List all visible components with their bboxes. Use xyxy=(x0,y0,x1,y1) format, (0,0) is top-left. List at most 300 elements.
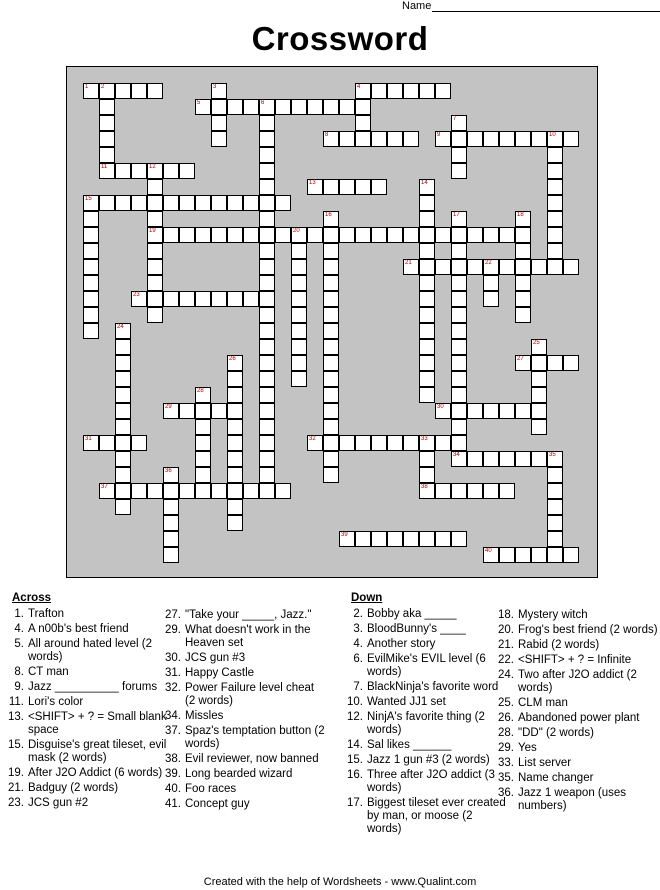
grid-cell[interactable] xyxy=(195,483,211,499)
grid-cell[interactable] xyxy=(163,483,179,499)
grid-cell[interactable] xyxy=(355,179,371,195)
grid-cell[interactable] xyxy=(499,451,515,467)
grid-cell[interactable] xyxy=(435,83,451,99)
grid-cell[interactable] xyxy=(387,531,403,547)
grid-cell[interactable] xyxy=(195,291,211,307)
grid-cell[interactable] xyxy=(451,147,467,163)
grid-cell[interactable] xyxy=(195,419,211,435)
grid-cell[interactable] xyxy=(323,323,339,339)
grid-cell[interactable] xyxy=(211,115,227,131)
grid-cell[interactable] xyxy=(115,483,131,499)
grid-cell[interactable] xyxy=(451,419,467,435)
grid-cell[interactable] xyxy=(323,355,339,371)
grid-cell[interactable] xyxy=(451,307,467,323)
grid-cell[interactable] xyxy=(147,307,163,323)
grid-cell[interactable] xyxy=(275,99,291,115)
grid-cell[interactable] xyxy=(195,387,211,403)
grid-cell[interactable] xyxy=(323,339,339,355)
grid-cell[interactable] xyxy=(211,195,227,211)
grid-cell[interactable] xyxy=(211,291,227,307)
grid-cell[interactable] xyxy=(531,131,547,147)
grid-cell[interactable] xyxy=(435,435,451,451)
grid-cell[interactable] xyxy=(323,435,339,451)
grid-cell[interactable] xyxy=(531,339,547,355)
grid-cell[interactable] xyxy=(83,307,99,323)
grid-cell[interactable] xyxy=(163,403,179,419)
grid-cell[interactable] xyxy=(355,435,371,451)
grid-cell[interactable] xyxy=(419,387,435,403)
grid-cell[interactable] xyxy=(435,531,451,547)
grid-cell[interactable] xyxy=(371,131,387,147)
grid-cell[interactable] xyxy=(451,451,467,467)
grid-cell[interactable] xyxy=(451,387,467,403)
grid-cell[interactable] xyxy=(355,115,371,131)
grid-cell[interactable] xyxy=(259,195,275,211)
grid-cell[interactable] xyxy=(547,467,563,483)
grid-cell[interactable] xyxy=(115,403,131,419)
grid-cell[interactable] xyxy=(451,435,467,451)
grid-cell[interactable] xyxy=(115,499,131,515)
grid-cell[interactable] xyxy=(115,387,131,403)
grid-cell[interactable] xyxy=(115,323,131,339)
grid-cell[interactable] xyxy=(243,195,259,211)
grid-cell[interactable] xyxy=(323,307,339,323)
grid-cell[interactable] xyxy=(259,243,275,259)
grid-cell[interactable] xyxy=(147,291,163,307)
grid-cell[interactable] xyxy=(163,195,179,211)
grid-cell[interactable] xyxy=(163,499,179,515)
grid-cell[interactable] xyxy=(99,435,115,451)
grid-cell[interactable] xyxy=(275,195,291,211)
grid-cell[interactable] xyxy=(483,227,499,243)
grid-cell[interactable] xyxy=(99,147,115,163)
grid-cell[interactable] xyxy=(211,99,227,115)
grid-cell[interactable] xyxy=(163,163,179,179)
grid-cell[interactable] xyxy=(467,131,483,147)
grid-cell[interactable] xyxy=(467,451,483,467)
grid-cell[interactable] xyxy=(451,403,467,419)
grid-cell[interactable] xyxy=(451,131,467,147)
grid-cell[interactable] xyxy=(419,355,435,371)
grid-cell[interactable] xyxy=(499,227,515,243)
grid-cell[interactable] xyxy=(467,403,483,419)
grid-cell[interactable] xyxy=(355,531,371,547)
grid-cell[interactable] xyxy=(323,131,339,147)
grid-cell[interactable] xyxy=(115,419,131,435)
grid-cell[interactable] xyxy=(259,483,275,499)
grid-cell[interactable] xyxy=(419,291,435,307)
grid-cell[interactable] xyxy=(515,451,531,467)
grid-cell[interactable] xyxy=(419,179,435,195)
grid-cell[interactable] xyxy=(323,467,339,483)
grid-cell[interactable] xyxy=(419,307,435,323)
grid-cell[interactable] xyxy=(163,227,179,243)
grid-cell[interactable] xyxy=(339,131,355,147)
grid-cell[interactable] xyxy=(291,371,307,387)
grid-cell[interactable] xyxy=(163,291,179,307)
grid-cell[interactable] xyxy=(115,371,131,387)
grid-cell[interactable] xyxy=(115,195,131,211)
grid-cell[interactable] xyxy=(451,339,467,355)
grid-cell[interactable] xyxy=(547,243,563,259)
grid-cell[interactable] xyxy=(307,227,323,243)
grid-cell[interactable] xyxy=(435,131,451,147)
grid-cell[interactable] xyxy=(131,195,147,211)
grid-cell[interactable] xyxy=(515,547,531,563)
grid-cell[interactable] xyxy=(115,451,131,467)
grid-cell[interactable] xyxy=(323,387,339,403)
grid-cell[interactable] xyxy=(147,195,163,211)
grid-cell[interactable] xyxy=(355,99,371,115)
grid-cell[interactable] xyxy=(227,99,243,115)
grid-cell[interactable] xyxy=(387,227,403,243)
grid-cell[interactable] xyxy=(467,227,483,243)
grid-cell[interactable] xyxy=(83,435,99,451)
grid-cell[interactable] xyxy=(323,419,339,435)
grid-cell[interactable] xyxy=(211,131,227,147)
grid-cell[interactable] xyxy=(195,435,211,451)
grid-cell[interactable] xyxy=(259,355,275,371)
grid-cell[interactable] xyxy=(179,483,195,499)
grid-cell[interactable] xyxy=(131,163,147,179)
grid-cell[interactable] xyxy=(291,291,307,307)
grid-cell[interactable] xyxy=(291,227,307,243)
grid-cell[interactable] xyxy=(531,547,547,563)
grid-cell[interactable] xyxy=(259,211,275,227)
grid-cell[interactable] xyxy=(83,323,99,339)
grid-cell[interactable] xyxy=(419,227,435,243)
grid-cell[interactable] xyxy=(419,467,435,483)
grid-cell[interactable] xyxy=(259,323,275,339)
name-input-line[interactable] xyxy=(432,11,660,12)
grid-cell[interactable] xyxy=(259,435,275,451)
grid-cell[interactable] xyxy=(323,259,339,275)
grid-cell[interactable] xyxy=(291,243,307,259)
grid-cell[interactable] xyxy=(339,227,355,243)
grid-cell[interactable] xyxy=(115,435,131,451)
grid-cell[interactable] xyxy=(483,451,499,467)
grid-cell[interactable] xyxy=(259,99,275,115)
grid-cell[interactable] xyxy=(211,227,227,243)
grid-cell[interactable] xyxy=(179,291,195,307)
grid-cell[interactable] xyxy=(163,467,179,483)
grid-cell[interactable] xyxy=(291,307,307,323)
grid-cell[interactable] xyxy=(179,163,195,179)
grid-cell[interactable] xyxy=(83,291,99,307)
grid-cell[interactable] xyxy=(99,131,115,147)
grid-cell[interactable] xyxy=(435,483,451,499)
grid-cell[interactable] xyxy=(483,547,499,563)
grid-cell[interactable] xyxy=(323,99,339,115)
grid-cell[interactable] xyxy=(83,243,99,259)
grid-cell[interactable] xyxy=(147,211,163,227)
grid-cell[interactable] xyxy=(515,291,531,307)
grid-cell[interactable] xyxy=(419,483,435,499)
grid-cell[interactable] xyxy=(227,483,243,499)
grid-cell[interactable] xyxy=(387,83,403,99)
grid-cell[interactable] xyxy=(227,435,243,451)
grid-cell[interactable] xyxy=(515,131,531,147)
grid-cell[interactable] xyxy=(115,83,131,99)
grid-cell[interactable] xyxy=(355,131,371,147)
grid-cell[interactable] xyxy=(291,323,307,339)
grid-cell[interactable] xyxy=(563,259,579,275)
grid-cell[interactable] xyxy=(115,163,131,179)
grid-cell[interactable] xyxy=(547,259,563,275)
grid-cell[interactable] xyxy=(259,259,275,275)
grid-cell[interactable] xyxy=(515,227,531,243)
grid-cell[interactable] xyxy=(419,195,435,211)
grid-cell[interactable] xyxy=(419,243,435,259)
grid-cell[interactable] xyxy=(291,275,307,291)
grid-cell[interactable] xyxy=(259,307,275,323)
grid-cell[interactable] xyxy=(259,403,275,419)
grid-cell[interactable] xyxy=(499,403,515,419)
grid-cell[interactable] xyxy=(483,275,499,291)
grid-cell[interactable] xyxy=(547,131,563,147)
grid-cell[interactable] xyxy=(83,275,99,291)
grid-cell[interactable] xyxy=(259,467,275,483)
grid-cell[interactable] xyxy=(227,227,243,243)
grid-cell[interactable] xyxy=(259,419,275,435)
grid-cell[interactable] xyxy=(195,99,211,115)
grid-cell[interactable] xyxy=(483,483,499,499)
grid-cell[interactable] xyxy=(307,179,323,195)
grid-cell[interactable] xyxy=(419,339,435,355)
grid-cell[interactable] xyxy=(419,259,435,275)
grid-cell[interactable] xyxy=(83,195,99,211)
grid-cell[interactable] xyxy=(355,83,371,99)
grid-cell[interactable] xyxy=(451,323,467,339)
grid-cell[interactable] xyxy=(147,227,163,243)
grid-cell[interactable] xyxy=(403,435,419,451)
grid-cell[interactable] xyxy=(99,83,115,99)
grid-cell[interactable] xyxy=(451,115,467,131)
grid-cell[interactable] xyxy=(179,195,195,211)
grid-cell[interactable] xyxy=(531,355,547,371)
grid-cell[interactable] xyxy=(179,403,195,419)
grid-cell[interactable] xyxy=(419,83,435,99)
grid-cell[interactable] xyxy=(419,275,435,291)
grid-cell[interactable] xyxy=(323,451,339,467)
grid-cell[interactable] xyxy=(259,147,275,163)
grid-cell[interactable] xyxy=(547,179,563,195)
grid-cell[interactable] xyxy=(547,531,563,547)
grid-cell[interactable] xyxy=(227,499,243,515)
grid-cell[interactable] xyxy=(515,259,531,275)
grid-cell[interactable] xyxy=(147,275,163,291)
grid-cell[interactable] xyxy=(451,291,467,307)
grid-cell[interactable] xyxy=(163,531,179,547)
grid-cell[interactable] xyxy=(483,131,499,147)
grid-cell[interactable] xyxy=(355,227,371,243)
grid-cell[interactable] xyxy=(403,259,419,275)
grid-cell[interactable] xyxy=(211,403,227,419)
grid-cell[interactable] xyxy=(227,419,243,435)
grid-cell[interactable] xyxy=(547,163,563,179)
grid-cell[interactable] xyxy=(451,371,467,387)
grid-cell[interactable] xyxy=(419,371,435,387)
grid-cell[interactable] xyxy=(83,259,99,275)
grid-cell[interactable] xyxy=(259,163,275,179)
grid-cell[interactable] xyxy=(371,435,387,451)
grid-cell[interactable] xyxy=(547,499,563,515)
grid-cell[interactable] xyxy=(531,451,547,467)
grid-cell[interactable] xyxy=(243,99,259,115)
grid-cell[interactable] xyxy=(515,211,531,227)
grid-cell[interactable] xyxy=(195,195,211,211)
grid-cell[interactable] xyxy=(323,291,339,307)
grid-cell[interactable] xyxy=(387,435,403,451)
grid-cell[interactable] xyxy=(403,83,419,99)
grid-cell[interactable] xyxy=(323,211,339,227)
grid-cell[interactable] xyxy=(259,387,275,403)
grid-cell[interactable] xyxy=(115,355,131,371)
grid-cell[interactable] xyxy=(227,291,243,307)
grid-cell[interactable] xyxy=(99,115,115,131)
grid-cell[interactable] xyxy=(83,83,99,99)
grid-cell[interactable] xyxy=(243,483,259,499)
grid-cell[interactable] xyxy=(547,195,563,211)
grid-cell[interactable] xyxy=(499,131,515,147)
grid-cell[interactable] xyxy=(451,259,467,275)
grid-cell[interactable] xyxy=(259,451,275,467)
grid-cell[interactable] xyxy=(547,211,563,227)
grid-cell[interactable] xyxy=(339,179,355,195)
grid-cell[interactable] xyxy=(259,115,275,131)
grid-cell[interactable] xyxy=(227,371,243,387)
grid-cell[interactable] xyxy=(451,163,467,179)
grid-cell[interactable] xyxy=(371,179,387,195)
grid-cell[interactable] xyxy=(195,227,211,243)
grid-cell[interactable] xyxy=(451,355,467,371)
grid-cell[interactable] xyxy=(547,451,563,467)
grid-cell[interactable] xyxy=(531,371,547,387)
grid-cell[interactable] xyxy=(483,291,499,307)
grid-cell[interactable] xyxy=(323,227,339,243)
grid-cell[interactable] xyxy=(499,547,515,563)
grid-cell[interactable] xyxy=(467,483,483,499)
grid-cell[interactable] xyxy=(99,163,115,179)
grid-cell[interactable] xyxy=(419,211,435,227)
grid-cell[interactable] xyxy=(275,483,291,499)
grid-cell[interactable] xyxy=(451,531,467,547)
grid-cell[interactable] xyxy=(339,435,355,451)
grid-cell[interactable] xyxy=(371,531,387,547)
grid-cell[interactable] xyxy=(323,243,339,259)
grid-cell[interactable] xyxy=(83,227,99,243)
grid-cell[interactable] xyxy=(435,227,451,243)
grid-cell[interactable] xyxy=(195,403,211,419)
grid-cell[interactable] xyxy=(451,227,467,243)
grid-cell[interactable] xyxy=(483,259,499,275)
grid-cell[interactable] xyxy=(227,355,243,371)
grid-cell[interactable] xyxy=(179,227,195,243)
grid-cell[interactable] xyxy=(227,195,243,211)
grid-cell[interactable] xyxy=(323,371,339,387)
grid-cell[interactable] xyxy=(115,467,131,483)
grid-cell[interactable] xyxy=(147,83,163,99)
grid-cell[interactable] xyxy=(403,531,419,547)
grid-cell[interactable] xyxy=(131,83,147,99)
grid-cell[interactable] xyxy=(483,403,499,419)
grid-cell[interactable] xyxy=(531,403,547,419)
grid-cell[interactable] xyxy=(259,131,275,147)
grid-cell[interactable] xyxy=(323,403,339,419)
grid-cell[interactable] xyxy=(259,371,275,387)
grid-cell[interactable] xyxy=(467,259,483,275)
grid-cell[interactable] xyxy=(83,211,99,227)
grid-cell[interactable] xyxy=(259,291,275,307)
grid-cell[interactable] xyxy=(547,227,563,243)
grid-cell[interactable] xyxy=(259,275,275,291)
grid-cell[interactable] xyxy=(547,147,563,163)
grid-cell[interactable] xyxy=(195,467,211,483)
grid-cell[interactable] xyxy=(99,99,115,115)
grid-cell[interactable] xyxy=(515,243,531,259)
grid-cell[interactable] xyxy=(371,83,387,99)
grid-cell[interactable] xyxy=(403,227,419,243)
grid-cell[interactable] xyxy=(131,483,147,499)
grid-cell[interactable] xyxy=(515,307,531,323)
grid-cell[interactable] xyxy=(147,179,163,195)
grid-cell[interactable] xyxy=(275,227,291,243)
grid-cell[interactable] xyxy=(163,547,179,563)
grid-cell[interactable] xyxy=(259,227,275,243)
grid-cell[interactable] xyxy=(435,259,451,275)
grid-cell[interactable] xyxy=(227,403,243,419)
grid-cell[interactable] xyxy=(291,355,307,371)
grid-cell[interactable] xyxy=(291,99,307,115)
grid-cell[interactable] xyxy=(531,419,547,435)
grid-cell[interactable] xyxy=(339,99,355,115)
grid-cell[interactable] xyxy=(547,483,563,499)
grid-cell[interactable] xyxy=(531,259,547,275)
grid-cell[interactable] xyxy=(451,243,467,259)
grid-cell[interactable] xyxy=(451,275,467,291)
grid-cell[interactable] xyxy=(403,131,419,147)
grid-cell[interactable] xyxy=(451,483,467,499)
grid-cell[interactable] xyxy=(419,451,435,467)
grid-cell[interactable] xyxy=(227,451,243,467)
grid-cell[interactable] xyxy=(227,515,243,531)
grid-cell[interactable] xyxy=(419,531,435,547)
grid-cell[interactable] xyxy=(515,275,531,291)
grid-cell[interactable] xyxy=(547,515,563,531)
grid-cell[interactable] xyxy=(323,179,339,195)
grid-cell[interactable] xyxy=(211,483,227,499)
grid-cell[interactable] xyxy=(323,275,339,291)
grid-cell[interactable] xyxy=(131,435,147,451)
grid-cell[interactable] xyxy=(499,483,515,499)
grid-cell[interactable] xyxy=(563,355,579,371)
grid-cell[interactable] xyxy=(563,547,579,563)
grid-cell[interactable] xyxy=(451,211,467,227)
grid-cell[interactable] xyxy=(547,355,563,371)
grid-cell[interactable] xyxy=(211,83,227,99)
grid-cell[interactable] xyxy=(435,403,451,419)
grid-cell[interactable] xyxy=(371,227,387,243)
grid-cell[interactable] xyxy=(243,227,259,243)
grid-cell[interactable] xyxy=(147,259,163,275)
grid-cell[interactable] xyxy=(291,259,307,275)
grid-cell[interactable] xyxy=(131,291,147,307)
grid-cell[interactable] xyxy=(227,387,243,403)
grid-cell[interactable] xyxy=(515,403,531,419)
grid-cell[interactable] xyxy=(531,387,547,403)
grid-cell[interactable] xyxy=(147,483,163,499)
grid-cell[interactable] xyxy=(99,483,115,499)
